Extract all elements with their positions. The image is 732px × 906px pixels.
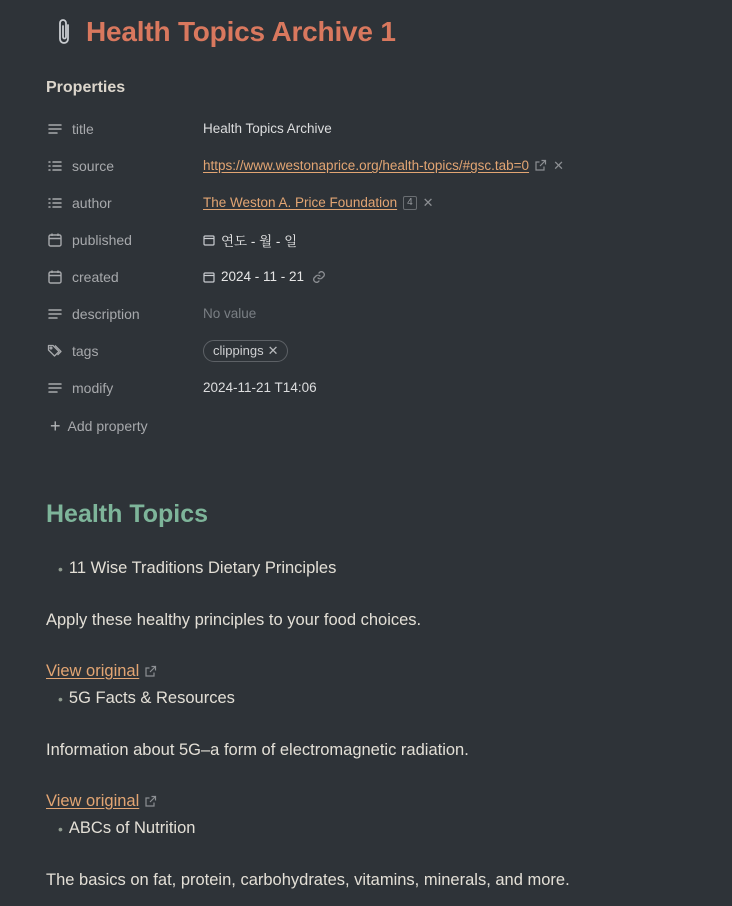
property-key-source [46, 157, 203, 175]
property-key-label: modify [72, 379, 114, 396]
property-value-author [203, 195, 434, 211]
link-icon[interactable] [312, 270, 326, 284]
property-key-modify [46, 379, 203, 397]
view-original-link-row [46, 662, 157, 681]
author-count-badge: 4 [403, 196, 417, 210]
list-item [58, 689, 235, 708]
external-link-icon[interactable] [144, 795, 157, 808]
property-key-published [46, 231, 203, 249]
author-link[interactable]: The Weston A. Price Foundation [203, 195, 398, 210]
add-property-label: Add property [67, 418, 148, 434]
property-description[interactable] [46, 295, 686, 332]
property-key-label: tags [72, 342, 99, 359]
property-key-created [46, 268, 203, 286]
view-original-link[interactable]: View original [46, 792, 140, 810]
list-item-text: 5G Facts & Resources [68, 689, 235, 707]
property-key-label: created [72, 268, 119, 285]
source-link[interactable]: https://www.westonaprice.org/health-topics/#gsc.tab=0 [203, 158, 530, 173]
property-key-title [46, 120, 203, 138]
property-key-label: published [72, 231, 132, 248]
property-key-author [46, 194, 203, 212]
list-item [58, 559, 336, 578]
text-lines-icon [46, 120, 64, 138]
properties-list [46, 110, 686, 406]
tag-label[interactable]: clippings [213, 343, 264, 358]
remove-author-icon[interactable]: ✕ [422, 194, 434, 210]
note-title[interactable]: Health Topics Archive 1 [86, 16, 396, 47]
property-modify[interactable] [46, 369, 686, 406]
bullet-dot: • [58, 690, 63, 707]
paperclip-icon [50, 14, 80, 50]
plus-icon: + [50, 416, 61, 436]
list-item [58, 819, 195, 838]
tag-pill[interactable] [203, 340, 288, 362]
external-link-icon[interactable] [144, 665, 157, 678]
calendar-icon [46, 268, 64, 286]
list-item-text: ABCs of Nutrition [68, 819, 196, 837]
list-item-text: 11 Wise Traditions Dietary Principles [68, 559, 337, 577]
text-lines-icon [46, 305, 64, 323]
paragraph: Information about 5G–a form of electromagnetic radiation. [46, 741, 469, 759]
property-tags[interactable] [46, 332, 686, 369]
property-author[interactable] [46, 184, 686, 221]
property-key-label: title [72, 120, 94, 137]
property-value-tags [203, 340, 288, 362]
list-icon [46, 194, 64, 212]
paragraph: The basics on fat, protein, carbohydrates, vitamins, minerals, and more. [46, 871, 570, 889]
date-picker-icon[interactable] [203, 234, 215, 246]
property-value-created[interactable] [203, 269, 326, 284]
property-source[interactable] [46, 147, 686, 184]
property-value-modify[interactable]: 2024-11-21 T14:06 [203, 380, 317, 395]
add-property-button[interactable] [50, 418, 148, 434]
property-key-label: author [72, 194, 112, 211]
note-title-row [50, 14, 396, 50]
list-icon [46, 157, 64, 175]
calendar-icon [46, 231, 64, 249]
property-key-tags [46, 342, 203, 360]
bullet-dot: • [58, 820, 63, 837]
remove-tag-icon[interactable]: ✕ [267, 342, 279, 358]
property-value-source [203, 158, 564, 174]
property-key-label: description [72, 305, 140, 322]
created-date-text[interactable]: 2024 - 11 - 21 [221, 269, 305, 284]
property-value-title[interactable]: Health Topics Archive [203, 121, 332, 136]
external-link-icon[interactable] [534, 159, 547, 172]
view-original-link-row [46, 792, 157, 811]
property-created[interactable] [46, 258, 686, 295]
paragraph: Apply these healthy principles to your food choices. [46, 611, 422, 629]
published-date-text[interactable]: 연도 - 월 - 일 [221, 233, 298, 249]
text-lines-icon [46, 379, 64, 397]
property-value-description[interactable]: No value [203, 306, 257, 321]
date-picker-icon[interactable] [203, 271, 215, 283]
property-title[interactable] [46, 110, 686, 147]
remove-source-icon[interactable]: ✕ [553, 157, 564, 173]
property-published[interactable] [46, 221, 686, 258]
property-key-description [46, 305, 203, 323]
properties-heading[interactable]: Properties [46, 79, 126, 96]
content-heading: Health Topics [46, 500, 209, 528]
property-key-label: source [72, 157, 115, 174]
property-value-published[interactable] [203, 230, 297, 250]
tags-icon [46, 342, 64, 360]
bullet-dot: • [58, 560, 63, 577]
view-original-link[interactable]: View original [46, 662, 140, 680]
